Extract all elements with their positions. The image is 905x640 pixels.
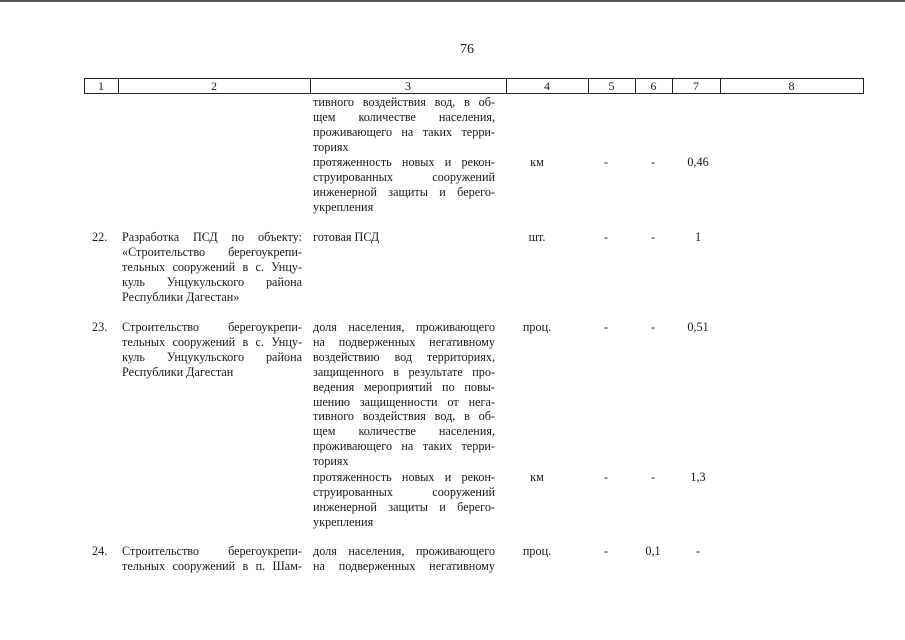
indicator-line: инженерной защиты и берего-: [313, 184, 495, 199]
row-22-number: 22.: [92, 230, 108, 244]
header-col-6: 6: [650, 79, 657, 93]
indicator-line: на подверженных негативному: [313, 558, 495, 573]
row-0-col7: 0,46: [687, 155, 709, 169]
indicator-line: тивного воздействия вод, в об-: [313, 409, 495, 424]
indicator-line: укрепления: [313, 199, 374, 214]
row-23-col5-1: -: [603, 470, 609, 484]
row-23-number: 23.: [92, 320, 108, 334]
row-24-col6: 0,1: [645, 544, 661, 558]
row-22-col6: -: [650, 230, 656, 244]
indicator-line: проживающего на таких терри-: [313, 124, 495, 139]
title-line: куль Унцукульского района: [122, 274, 302, 289]
header-col-7: 7: [693, 79, 699, 93]
row-0-col5: -: [603, 155, 609, 169]
row-24-unit: проц.: [522, 544, 552, 558]
row-22-col5: -: [603, 230, 609, 244]
row-22-col7: 1: [694, 230, 702, 244]
title-line: тельных сооружений в с. Унцу-: [122, 259, 302, 274]
row-23-col5-0: -: [603, 320, 609, 334]
row-0-col6: -: [650, 155, 656, 169]
indicator-line: воздействию вод территориях,: [313, 349, 495, 364]
header-col-3: 3: [405, 79, 411, 93]
header-bottom-rule: [84, 93, 864, 94]
indicator-line: струированных сооружений: [313, 169, 495, 184]
indicator-line: готовая ПСД: [313, 230, 380, 244]
title-line: «Строительство берегоукрепи-: [122, 244, 302, 259]
indicator-line: тивного воздействия вод, в об-: [313, 95, 495, 109]
row-0-unit: км: [530, 155, 544, 169]
title-line: Разработка ПСД по объекту:: [122, 230, 302, 244]
indicator-line: доля населения, проживающего: [313, 544, 495, 558]
row-0-indicator-0: [313, 95, 495, 155]
title-line: Республики Дагестан: [122, 364, 234, 379]
row-24-indicator-0: [313, 544, 495, 574]
row-24-title: [122, 544, 302, 574]
title-line: куль Унцукульского района: [122, 349, 302, 364]
indicator-line: струированных сооружений: [313, 484, 495, 499]
row-24-number: 24.: [92, 544, 108, 558]
title-line: тельных сооружений в п. Шам-: [122, 558, 302, 573]
indicator-line: доля населения, проживающего: [313, 320, 495, 334]
title-line: Строительство берегоукрепи-: [122, 320, 302, 334]
indicator-line: защищенного в результате про-: [313, 364, 495, 379]
header-separator: [863, 78, 864, 94]
indicator-line: ториях: [313, 454, 349, 469]
row-23-col6-0: -: [650, 320, 656, 334]
row-24-col5: -: [603, 544, 609, 558]
row-22-indicator-0: [313, 230, 495, 245]
indicator-line: щем количестве населения,: [313, 424, 495, 439]
indicator-line: укрепления: [313, 514, 374, 529]
header-col-5: 5: [608, 79, 615, 93]
row-22-title: [122, 230, 302, 305]
header-col-1: 1: [98, 79, 104, 93]
row-23-col7-0: 0,51: [687, 320, 709, 334]
title-line: Строительство берегоукрепи-: [122, 544, 302, 558]
table-header: [84, 78, 864, 94]
row-0-indicator-1: [313, 155, 495, 215]
page-top-edge: [0, 0, 905, 2]
page-number: 76: [460, 42, 474, 57]
row-23-title: [122, 320, 302, 380]
row-24-col7: -: [695, 544, 701, 558]
indicator-line: протяженность новых и рекон-: [313, 155, 495, 169]
header-col-4: 4: [544, 79, 550, 93]
indicator-line: на подверженных негативному: [313, 334, 495, 349]
header-col-2: 2: [211, 79, 217, 93]
indicator-line: ториях: [313, 139, 349, 154]
row-23-col6-1: -: [650, 470, 656, 484]
row-23-unit-1: км: [530, 470, 544, 484]
indicator-line: инженерной защиты и берего-: [313, 499, 495, 514]
indicator-line: ведения мероприятий по повы-: [313, 379, 495, 394]
row-23-unit-0: проц.: [522, 320, 552, 334]
indicator-line: шению защищенности от нега-: [313, 394, 495, 409]
header-col-8: 8: [788, 79, 795, 93]
title-line: тельных сооружений в с. Унцу-: [122, 334, 302, 349]
row-23-indicator-0: [313, 320, 495, 469]
title-line: Республики Дагестан»: [122, 289, 240, 304]
row-23-indicator-1: [313, 470, 495, 530]
indicator-line: протяженность новых и рекон-: [313, 470, 495, 484]
indicator-line: проживающего на таких терри-: [313, 439, 495, 454]
indicator-line: щем количестве населения,: [313, 109, 495, 124]
row-23-col7-1: 1,3: [690, 470, 706, 484]
row-22-unit: шт.: [528, 230, 546, 244]
